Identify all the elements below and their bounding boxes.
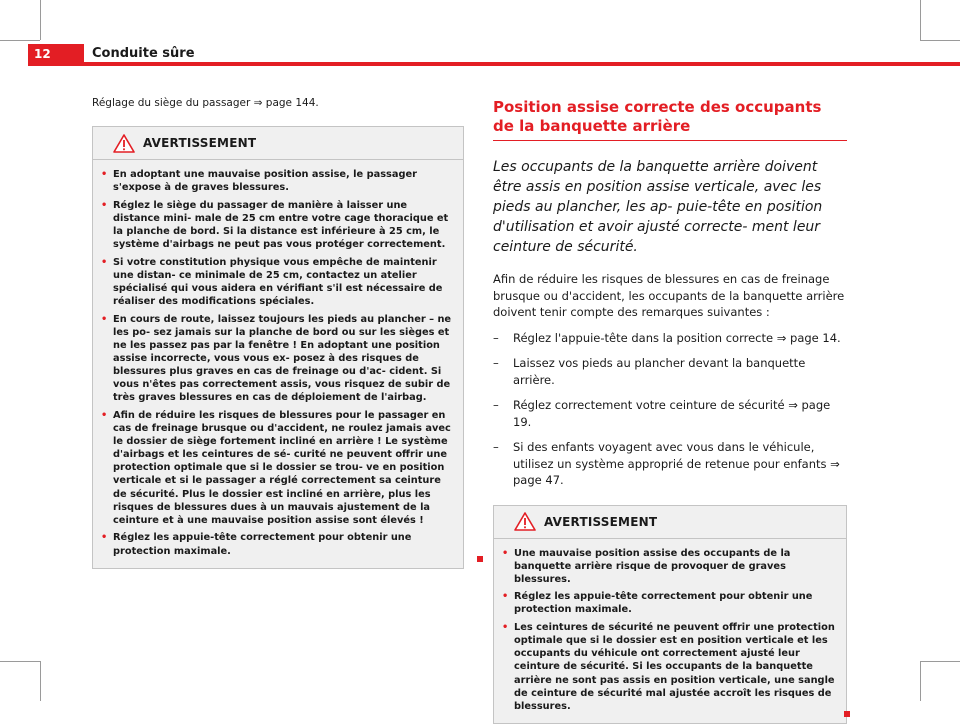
section-title: Position assise correcte des occupants de la banquette arrière <box>493 98 847 141</box>
warning-title: AVERTISSEMENT <box>544 514 658 529</box>
crop-mark <box>0 40 40 41</box>
section-end-marker <box>844 711 850 717</box>
instruction-list <box>493 330 847 489</box>
warning-item: • Réglez les appuie-tête correctement pour obtenir une protection maximale. <box>101 532 412 557</box>
crop-mark <box>920 40 960 41</box>
crop-mark <box>920 661 960 662</box>
warning-box-rear-seat <box>493 505 847 724</box>
warning-item: • Réglez le siège du passager de manière à laisser une distance mini- male de 25 cm entre votre cage thoracique et la planche de bord. Si la distance est inférieure à 25 cm, le système d'airbags ne peut pas vous protéger correctement. <box>101 199 449 251</box>
left-column <box>92 96 464 569</box>
warning-header <box>93 126 463 160</box>
page-title: Conduite sûre <box>92 46 195 61</box>
header-bar <box>28 62 960 66</box>
warning-box-passenger <box>92 126 464 569</box>
warning-triangle-icon <box>113 134 135 153</box>
page-number: 12 <box>28 44 84 66</box>
crop-mark <box>920 661 921 701</box>
crop-mark <box>920 0 921 40</box>
warning-title: AVERTISSEMENT <box>143 136 257 150</box>
list-item: – Réglez l'appuie-tête dans la position correcte ⇒ page 14. <box>493 330 841 345</box>
warning-item: • Une mauvaise position assise des occupants de la banquette arrière risque de provoquer de graves blessures. <box>502 547 791 585</box>
warning-triangle-icon <box>514 512 536 531</box>
list-item: – Réglez correctement votre ceinture de sécurité ⇒ page 19. <box>493 398 831 429</box>
warning-item: • Afin de réduire les risques de blessures pour le passager en cas de freinage brusque ou d'accident, ne roulez jamais avec le dossier de siège fortement incliné en arrière ! Le système d'airbags et les ceintures de sé- curité ne peuvent offrir une protection optimale que si le dossier se trou- ve en position verticale et si le passager a réglé correctement sa ceinture de sécurité. Plus le dossier est incliné en arrière, plus les risques de blessures dues à un mauvais ajustement de la ceinture et à une mauvaise position assise sont élevés ! <box>101 409 451 526</box>
warning-item: • Les ceintures de sécurité ne peuvent offrir une protection optimale que si le dossier est en position verticale et les occupants du véhicule ont correctement ajusté leur ceinture de sécurité. Si les occupants de la banquette arrière ne sont pas assis en position verticale, une sangle de ceinture de sécurité mal ajustée accroît les risques de blessures. <box>502 622 835 712</box>
list-item: – Si des enfants voyagent avec vous dans le véhicule, utilisez un système approprié de retenue pour enfants ⇒ page 47. <box>493 440 840 487</box>
crop-mark <box>0 661 40 662</box>
body-paragraph: Afin de réduire les risques de blessures en cas de freinage brusque ou d'accident, les occupants de la banquette arrière doivent tenir compte des remarques suivantes : <box>493 272 845 319</box>
warning-item: • En adoptant une mauvaise position assise, le passager s'expose à de graves blessures. <box>101 169 417 194</box>
seat-reference: Réglage du siège du passager ⇒ page 144. <box>92 97 319 109</box>
warning-body <box>494 539 846 723</box>
section-end-marker <box>477 556 483 562</box>
crop-mark <box>40 661 41 701</box>
list-item: – Laissez vos pieds au plancher devant la banquette arrière. <box>493 356 806 387</box>
warning-item: • Réglez les appuie-tête correctement pour obtenir une protection maximale. <box>502 591 813 616</box>
warning-header <box>494 505 846 539</box>
right-column <box>493 98 847 724</box>
intro-text: Les occupants de la banquette arrière doivent être assis en position assise verticale, avec les pieds au plancher, les ap- puie-tête en position d'utilisation et avoir ajusté correcte- ment leur ceinture de sécurité. <box>493 159 823 255</box>
warning-item: • Si votre constitution physique vous empêche de maintenir une distan- ce minimale de 25 cm, contactez un atelier spécialisé qui vous aidera en vérifiant s'il est nécessaire de réaliser des modifications spéciales. <box>101 256 443 308</box>
warning-item: • En cours de route, laissez toujours les pieds au plancher – ne les po- sez jamais sur la planche de bord ou sur les sièges et ne les passez pas par la fenêtre ! En adoptant une position assise incorrecte, vous vous ex- posez à des risques de blessures plus graves en cas de freinage ou d'ac- cident. Si vous n'êtes pas correctement assis, vous risquez de subir de très graves blessures en cas de déploiement de l'airbag. <box>101 313 452 404</box>
warning-body <box>93 160 463 568</box>
crop-mark <box>40 0 41 40</box>
